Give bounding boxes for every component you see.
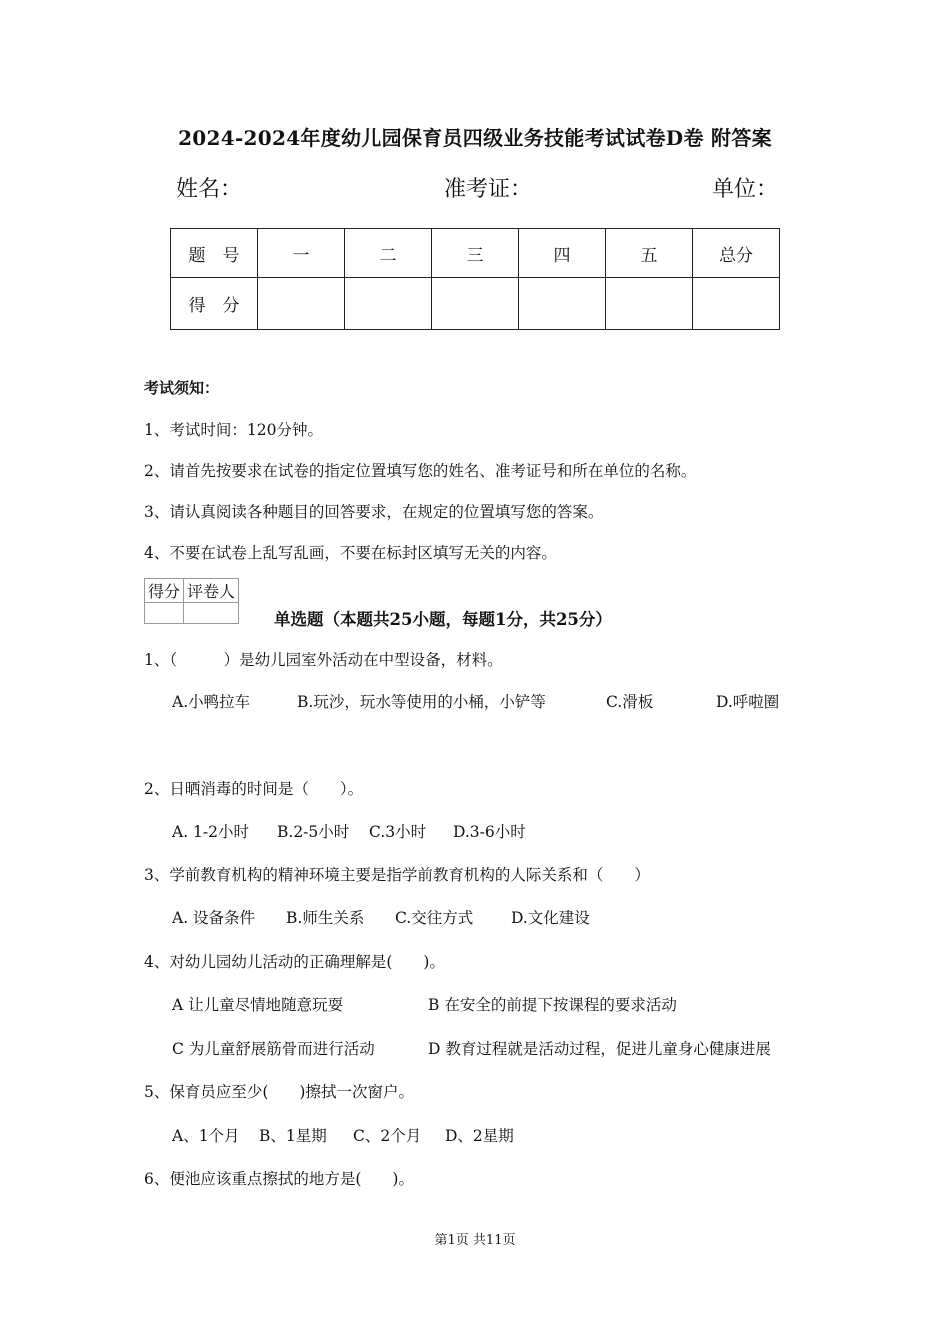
question-option: C.3小时 [369, 823, 427, 841]
score-table-header-row [171, 229, 780, 278]
question-option: D.3-6小时 [453, 823, 526, 841]
score-table-header-cell: 一 [258, 229, 345, 278]
question-option: B.师生关系 [286, 909, 365, 927]
question-option: C.滑板 [606, 693, 654, 711]
score-cell[interactable] [519, 278, 606, 330]
section-title: 单选题（本题共25小题，每题1分，共25分） [274, 610, 612, 629]
question-option: A. 设备条件 [172, 909, 256, 927]
score-table-header-cell: 三 [432, 229, 519, 278]
name-field-label: 姓名： [176, 177, 243, 202]
grader-reviewer-cell[interactable] [184, 603, 239, 624]
exam-id-field-label: 准考证： [444, 177, 533, 202]
question-option: D 教育过程就是活动过程，促进儿童身心健康进展 [428, 1040, 771, 1058]
score-cell[interactable] [258, 278, 345, 330]
notice-item: 1、考试时间：120分钟。 [144, 421, 323, 439]
grader-score-label: 得分 [145, 579, 184, 603]
page-footer: 第1页 共11页 [434, 1233, 516, 1248]
score-cell[interactable] [432, 278, 519, 330]
grader-reviewer-label: 评卷人 [184, 579, 239, 603]
question-option: B、1星期 [259, 1127, 327, 1145]
question-option: C 为儿童舒展筋骨而进行活动 [172, 1040, 375, 1058]
score-table-header-cell: 题 号 [171, 229, 258, 278]
question-stem: 6、便池应该重点擦拭的地方是( )。 [144, 1170, 414, 1188]
score-table-header-cell: 五 [606, 229, 693, 278]
question-option: D、2星期 [445, 1127, 514, 1145]
question-option: A、1个月 [172, 1127, 240, 1145]
score-table [170, 228, 780, 330]
question-stem: 4、对幼儿园幼儿活动的正确理解是( )。 [144, 953, 445, 971]
question-option: C、2个月 [353, 1127, 422, 1145]
question-option: B.玩沙，玩水等使用的小桶，小铲等 [297, 693, 546, 711]
question-option: B.2-5小时 [277, 823, 350, 841]
exam-title: 2024-2024年度幼儿园保育员四级业务技能考试试卷D卷 附答案 [178, 126, 772, 150]
question-option: B 在安全的前提下按课程的要求活动 [428, 996, 677, 1014]
question-option: A. 1-2小时 [172, 823, 250, 841]
question-option: D.呼啦圈 [716, 693, 780, 711]
grader-score-cell[interactable] [145, 603, 184, 624]
score-table-header-cell: 总分 [693, 229, 780, 278]
question-stem: 2、日晒消毒的时间是（ ）。 [144, 780, 364, 798]
score-cell[interactable] [693, 278, 780, 330]
score-table-header-cell: 四 [519, 229, 606, 278]
score-table-header-cell: 二 [345, 229, 432, 278]
notice-item: 2、请首先按要求在试卷的指定位置填写您的姓名、准考证号和所在单位的名称。 [144, 462, 697, 480]
score-cell[interactable] [345, 278, 432, 330]
question-stem: 1、（ ）是幼儿园室外活动在中型设备，材料。 [144, 651, 503, 669]
question-option: A.小鸭拉车 [172, 693, 251, 711]
notice-item: 3、请认真阅读各种题目的回答要求，在规定的位置填写您的答案。 [144, 503, 604, 521]
notice-item: 4、不要在试卷上乱写乱画，不要在标封区填写无关的内容。 [144, 544, 557, 562]
unit-field-label: 单位： [712, 177, 779, 202]
question-option: D.文化建设 [511, 909, 590, 927]
score-table-score-label: 得 分 [171, 278, 258, 330]
question-stem: 3、学前教育机构的精神环境主要是指学前教育机构的人际关系和（ ） [144, 866, 650, 884]
grader-box [144, 578, 239, 624]
notice-heading: 考试须知： [144, 379, 220, 397]
question-option: A 让儿童尽情地随意玩耍 [172, 996, 344, 1014]
score-cell[interactable] [606, 278, 693, 330]
score-table-score-row [171, 278, 780, 330]
question-option: C.交往方式 [395, 909, 474, 927]
question-stem: 5、保育员应至少( )擦拭一次窗户。 [144, 1083, 414, 1101]
